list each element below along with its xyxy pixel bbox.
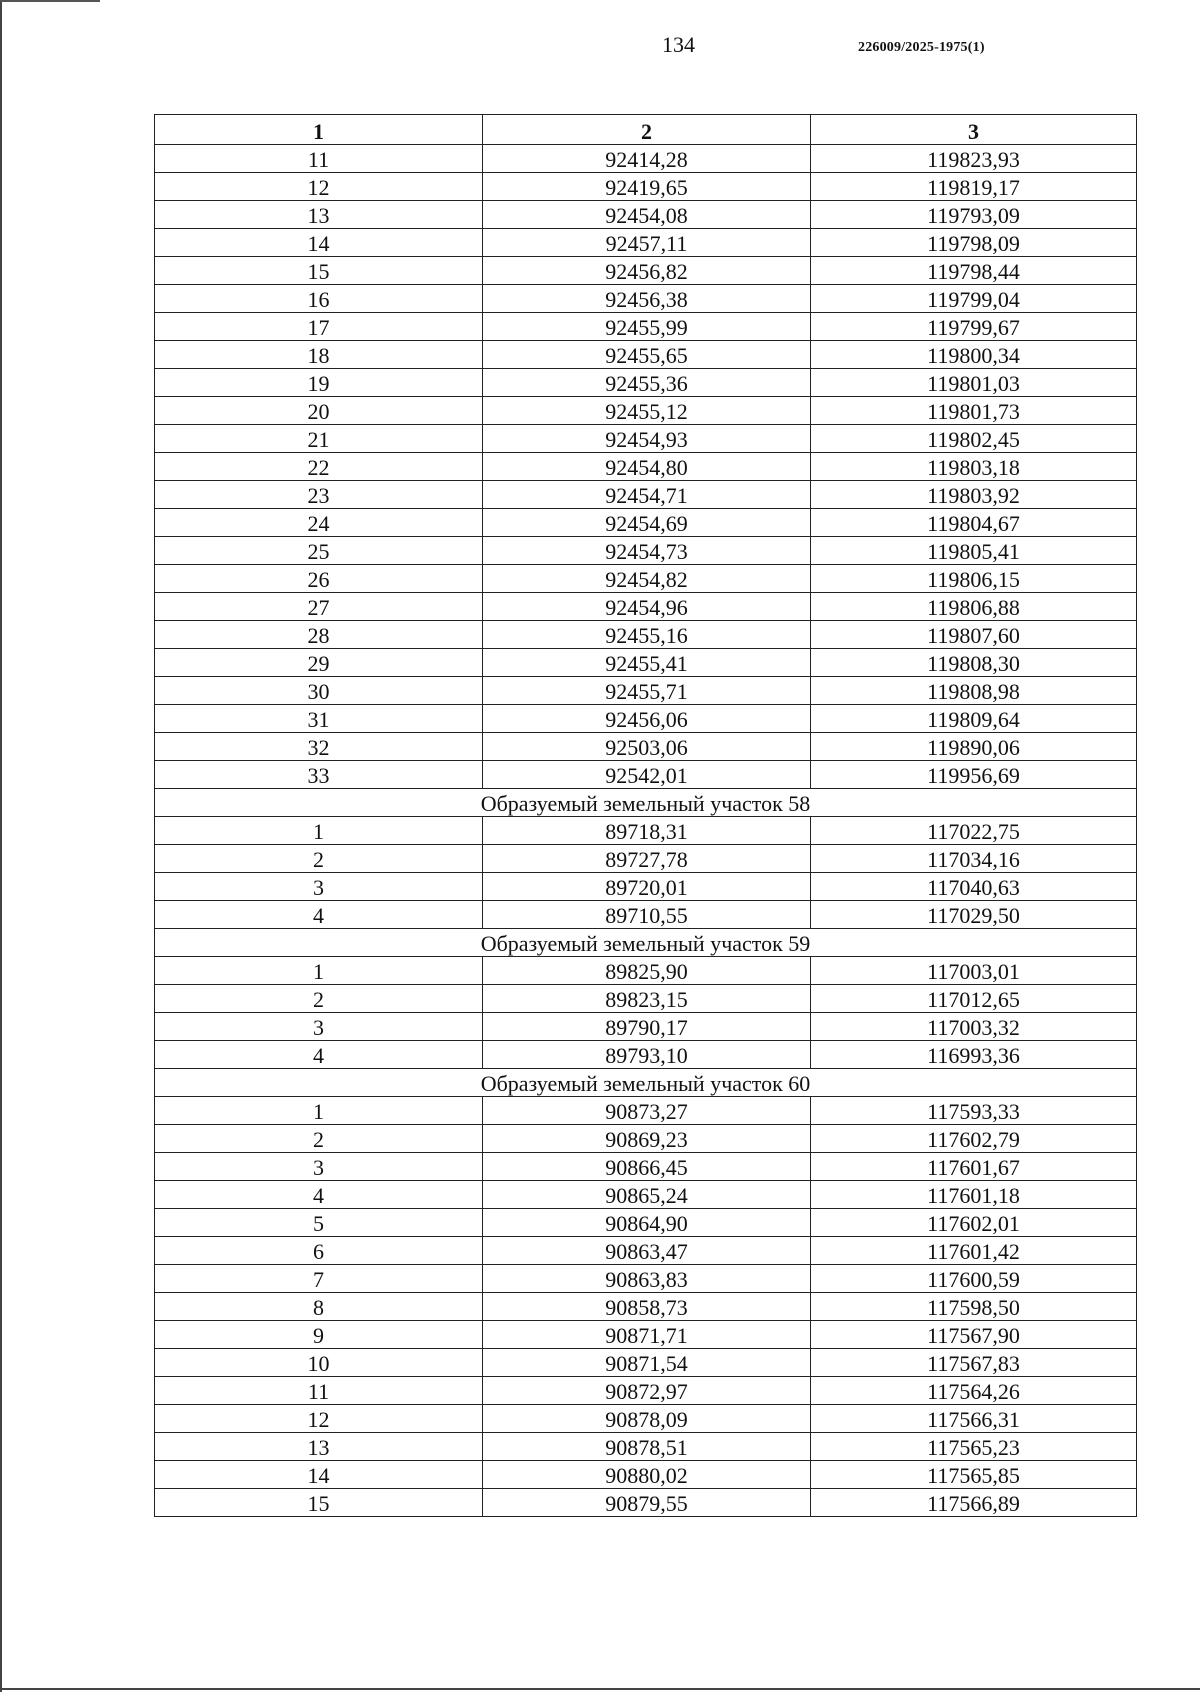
point-number-cell: 23	[155, 481, 483, 509]
table-row	[155, 1265, 1137, 1293]
section-title: Образуемый земельный участок 60	[155, 1069, 1137, 1097]
y-coordinate-cell: 117566,31	[811, 1405, 1137, 1433]
point-number-cell: 15	[155, 1489, 483, 1517]
point-number-cell: 10	[155, 1349, 483, 1377]
table-row	[155, 453, 1137, 481]
y-coordinate-cell: 117601,67	[811, 1153, 1137, 1181]
coordinates-table	[154, 114, 1137, 1517]
x-coordinate-cell: 92455,12	[483, 397, 811, 425]
x-coordinate-cell: 92455,41	[483, 649, 811, 677]
x-coordinate-cell: 90865,24	[483, 1181, 811, 1209]
y-coordinate-cell: 119823,93	[811, 145, 1137, 173]
x-coordinate-cell: 92454,69	[483, 509, 811, 537]
y-coordinate-cell: 117601,18	[811, 1181, 1137, 1209]
x-coordinate-cell: 89710,55	[483, 901, 811, 929]
table-row	[155, 145, 1137, 173]
point-number-cell: 4	[155, 1181, 483, 1209]
y-coordinate-cell: 119803,18	[811, 453, 1137, 481]
table-row	[155, 957, 1137, 985]
y-coordinate-cell: 119799,04	[811, 285, 1137, 313]
x-coordinate-cell: 92454,73	[483, 537, 811, 565]
x-coordinate-cell: 90879,55	[483, 1489, 811, 1517]
table-row	[155, 1405, 1137, 1433]
point-number-cell: 1	[155, 817, 483, 845]
y-coordinate-cell: 119808,98	[811, 677, 1137, 705]
table-row	[155, 229, 1137, 257]
table-row	[155, 1209, 1137, 1237]
x-coordinate-cell: 92457,11	[483, 229, 811, 257]
y-coordinate-cell: 117564,26	[811, 1377, 1137, 1405]
table-row	[155, 985, 1137, 1013]
y-coordinate-cell: 117565,23	[811, 1433, 1137, 1461]
table-row	[155, 1181, 1137, 1209]
point-number-cell: 2	[155, 1125, 483, 1153]
point-number-cell: 13	[155, 1433, 483, 1461]
page-border-bottom	[0, 1688, 1200, 1690]
table-row	[155, 761, 1137, 789]
x-coordinate-cell: 92455,99	[483, 313, 811, 341]
section-title: Образуемый земельный участок 59	[155, 929, 1137, 957]
table-row	[155, 1461, 1137, 1489]
x-coordinate-cell: 92454,08	[483, 201, 811, 229]
x-coordinate-cell: 92454,71	[483, 481, 811, 509]
table-row	[155, 593, 1137, 621]
y-coordinate-cell: 117022,75	[811, 817, 1137, 845]
y-coordinate-cell: 119804,67	[811, 509, 1137, 537]
table-row	[155, 817, 1137, 845]
table-row	[155, 845, 1137, 873]
page-border-left	[0, 0, 2, 1692]
section-row	[155, 1069, 1137, 1097]
table-row	[155, 1097, 1137, 1125]
point-number-cell: 1	[155, 957, 483, 985]
x-coordinate-cell: 92455,65	[483, 341, 811, 369]
point-number-cell: 17	[155, 313, 483, 341]
section-row	[155, 929, 1137, 957]
point-number-cell: 31	[155, 705, 483, 733]
y-coordinate-cell: 119800,34	[811, 341, 1137, 369]
x-coordinate-cell: 90878,09	[483, 1405, 811, 1433]
y-coordinate-cell: 117567,83	[811, 1349, 1137, 1377]
point-number-cell: 26	[155, 565, 483, 593]
y-coordinate-cell: 117600,59	[811, 1265, 1137, 1293]
point-number-cell: 4	[155, 901, 483, 929]
table-row	[155, 313, 1137, 341]
x-coordinate-cell: 92542,01	[483, 761, 811, 789]
table-row	[155, 1041, 1137, 1069]
x-coordinate-cell: 90858,73	[483, 1293, 811, 1321]
y-coordinate-cell: 117003,01	[811, 957, 1137, 985]
y-coordinate-cell: 119807,60	[811, 621, 1137, 649]
point-number-cell: 29	[155, 649, 483, 677]
table-row	[155, 1377, 1137, 1405]
table-row	[155, 621, 1137, 649]
point-number-cell: 6	[155, 1237, 483, 1265]
y-coordinate-cell: 119798,09	[811, 229, 1137, 257]
point-number-cell: 24	[155, 509, 483, 537]
y-coordinate-cell: 119809,64	[811, 705, 1137, 733]
table-row	[155, 1125, 1137, 1153]
table-row	[155, 425, 1137, 453]
table-row	[155, 873, 1137, 901]
point-number-cell: 13	[155, 201, 483, 229]
y-coordinate-cell: 117602,79	[811, 1125, 1137, 1153]
point-number-cell: 2	[155, 985, 483, 1013]
point-number-cell: 11	[155, 145, 483, 173]
y-coordinate-cell: 119956,69	[811, 761, 1137, 789]
x-coordinate-cell: 92455,71	[483, 677, 811, 705]
point-number-cell: 18	[155, 341, 483, 369]
point-number-cell: 19	[155, 369, 483, 397]
x-coordinate-cell: 89825,90	[483, 957, 811, 985]
x-coordinate-cell: 90871,71	[483, 1321, 811, 1349]
y-coordinate-cell: 119805,41	[811, 537, 1137, 565]
point-number-cell: 16	[155, 285, 483, 313]
x-coordinate-cell: 92454,96	[483, 593, 811, 621]
y-coordinate-cell: 119806,88	[811, 593, 1137, 621]
point-number-cell: 1	[155, 1097, 483, 1125]
y-coordinate-cell: 117567,90	[811, 1321, 1137, 1349]
x-coordinate-cell: 92456,38	[483, 285, 811, 313]
x-coordinate-cell: 89727,78	[483, 845, 811, 873]
point-number-cell: 14	[155, 229, 483, 257]
table-row	[155, 1489, 1137, 1517]
table-body	[155, 145, 1137, 1517]
x-coordinate-cell: 89790,17	[483, 1013, 811, 1041]
x-coordinate-cell: 89823,15	[483, 985, 811, 1013]
table-row	[155, 1433, 1137, 1461]
x-coordinate-cell: 90873,27	[483, 1097, 811, 1125]
table-row	[155, 1237, 1137, 1265]
y-coordinate-cell: 117003,32	[811, 1013, 1137, 1041]
y-coordinate-cell: 117593,33	[811, 1097, 1137, 1125]
y-coordinate-cell: 119799,67	[811, 313, 1137, 341]
x-coordinate-cell: 92414,28	[483, 145, 811, 173]
point-number-cell: 12	[155, 173, 483, 201]
table-row	[155, 537, 1137, 565]
x-coordinate-cell: 90863,47	[483, 1237, 811, 1265]
table-row	[155, 1349, 1137, 1377]
x-coordinate-cell: 92454,80	[483, 453, 811, 481]
point-number-cell: 5	[155, 1209, 483, 1237]
table-row	[155, 173, 1137, 201]
point-number-cell: 3	[155, 1153, 483, 1181]
y-coordinate-cell: 119808,30	[811, 649, 1137, 677]
x-coordinate-cell: 90878,51	[483, 1433, 811, 1461]
point-number-cell: 8	[155, 1293, 483, 1321]
y-coordinate-cell: 117565,85	[811, 1461, 1137, 1489]
y-coordinate-cell: 119801,73	[811, 397, 1137, 425]
x-coordinate-cell: 92503,06	[483, 733, 811, 761]
point-number-cell: 32	[155, 733, 483, 761]
column-header-point: 1	[155, 115, 483, 145]
point-number-cell: 20	[155, 397, 483, 425]
point-number-cell: 3	[155, 873, 483, 901]
table-row	[155, 565, 1137, 593]
point-number-cell: 15	[155, 257, 483, 285]
table-row	[155, 733, 1137, 761]
x-coordinate-cell: 89718,31	[483, 817, 811, 845]
table-row	[155, 901, 1137, 929]
y-coordinate-cell: 117012,65	[811, 985, 1137, 1013]
point-number-cell: 28	[155, 621, 483, 649]
x-coordinate-cell: 90869,23	[483, 1125, 811, 1153]
table-row	[155, 369, 1137, 397]
y-coordinate-cell: 119793,09	[811, 201, 1137, 229]
page-border-top	[0, 0, 100, 2]
y-coordinate-cell: 119801,03	[811, 369, 1137, 397]
document-code: 226009/2025-1975(1)	[858, 40, 985, 55]
page-number: 134	[662, 32, 695, 57]
y-coordinate-cell: 119806,15	[811, 565, 1137, 593]
table-row	[155, 677, 1137, 705]
y-coordinate-cell: 117598,50	[811, 1293, 1137, 1321]
x-coordinate-cell: 90863,83	[483, 1265, 811, 1293]
table-row	[155, 1293, 1137, 1321]
x-coordinate-cell: 92455,36	[483, 369, 811, 397]
x-coordinate-cell: 89793,10	[483, 1041, 811, 1069]
table-row	[155, 649, 1137, 677]
point-number-cell: 22	[155, 453, 483, 481]
table-row	[155, 397, 1137, 425]
column-header-x: 2	[483, 115, 811, 145]
y-coordinate-cell: 117602,01	[811, 1209, 1137, 1237]
table-row	[155, 285, 1137, 313]
x-coordinate-cell: 92419,65	[483, 173, 811, 201]
point-number-cell: 14	[155, 1461, 483, 1489]
column-header-y: 3	[811, 115, 1137, 145]
point-number-cell: 12	[155, 1405, 483, 1433]
point-number-cell: 4	[155, 1041, 483, 1069]
x-coordinate-cell: 92454,82	[483, 565, 811, 593]
point-number-cell: 30	[155, 677, 483, 705]
y-coordinate-cell: 119890,06	[811, 733, 1137, 761]
x-coordinate-cell: 92456,06	[483, 705, 811, 733]
point-number-cell: 21	[155, 425, 483, 453]
point-number-cell: 27	[155, 593, 483, 621]
y-coordinate-cell: 117034,16	[811, 845, 1137, 873]
point-number-cell: 2	[155, 845, 483, 873]
x-coordinate-cell: 90872,97	[483, 1377, 811, 1405]
point-number-cell: 7	[155, 1265, 483, 1293]
x-coordinate-cell: 92455,16	[483, 621, 811, 649]
table-header-row	[155, 115, 1137, 145]
point-number-cell: 33	[155, 761, 483, 789]
table-row	[155, 257, 1137, 285]
table-row	[155, 1321, 1137, 1349]
x-coordinate-cell: 90871,54	[483, 1349, 811, 1377]
y-coordinate-cell: 116993,36	[811, 1041, 1137, 1069]
table-row	[155, 341, 1137, 369]
point-number-cell: 3	[155, 1013, 483, 1041]
x-coordinate-cell: 90880,02	[483, 1461, 811, 1489]
point-number-cell: 11	[155, 1377, 483, 1405]
table-row	[155, 1153, 1137, 1181]
x-coordinate-cell: 90866,45	[483, 1153, 811, 1181]
y-coordinate-cell: 117029,50	[811, 901, 1137, 929]
table-row	[155, 1013, 1137, 1041]
x-coordinate-cell: 90864,90	[483, 1209, 811, 1237]
point-number-cell: 9	[155, 1321, 483, 1349]
y-coordinate-cell: 119802,45	[811, 425, 1137, 453]
x-coordinate-cell: 92454,93	[483, 425, 811, 453]
y-coordinate-cell: 119803,92	[811, 481, 1137, 509]
y-coordinate-cell: 117566,89	[811, 1489, 1137, 1517]
x-coordinate-cell: 89720,01	[483, 873, 811, 901]
table-row	[155, 705, 1137, 733]
table-row	[155, 509, 1137, 537]
section-title: Образуемый земельный участок 58	[155, 789, 1137, 817]
y-coordinate-cell: 119819,17	[811, 173, 1137, 201]
y-coordinate-cell: 117601,42	[811, 1237, 1137, 1265]
section-row	[155, 789, 1137, 817]
y-coordinate-cell: 117040,63	[811, 873, 1137, 901]
y-coordinate-cell: 119798,44	[811, 257, 1137, 285]
table-row	[155, 481, 1137, 509]
table-row	[155, 201, 1137, 229]
x-coordinate-cell: 92456,82	[483, 257, 811, 285]
point-number-cell: 25	[155, 537, 483, 565]
